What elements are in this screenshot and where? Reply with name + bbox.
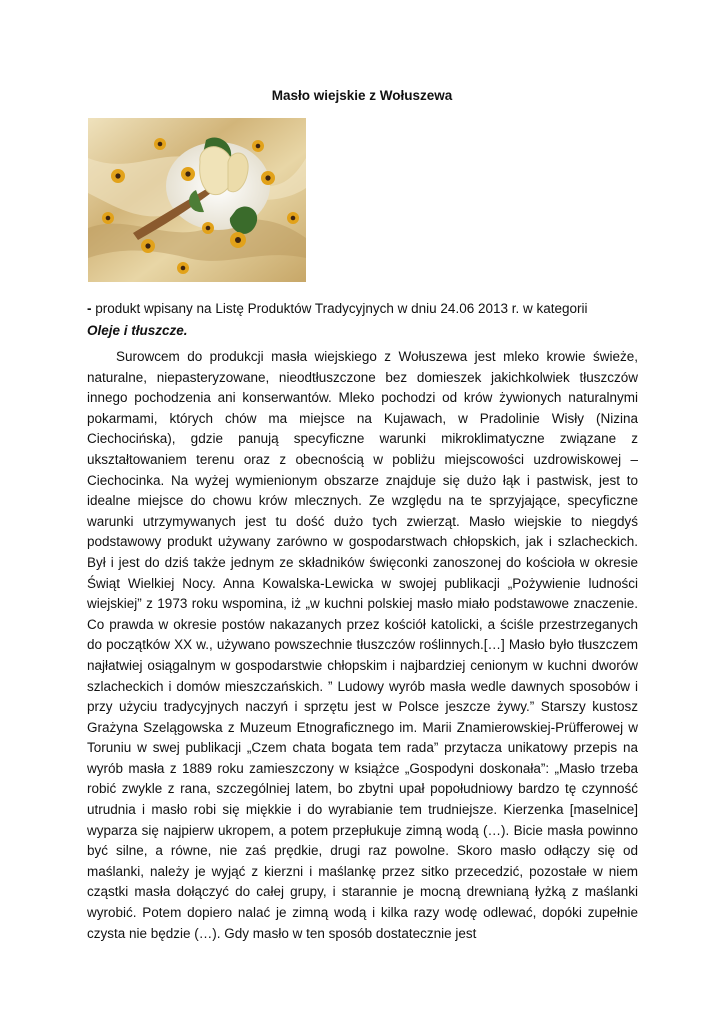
body-text <box>87 347 638 944</box>
registration-text: produkt wpisany na Listę Produktów Tradycyjnych w dniu 24.06 2013 r. w kategorii <box>91 301 588 316</box>
category-label: Oleje i tłuszcze. <box>87 323 188 338</box>
butter-photo-illustration <box>88 118 306 282</box>
product-registration <box>87 298 647 342</box>
page-title: Masło wiejskie z Wołuszewa <box>271 88 453 103</box>
body-paragraph: Surowcem do produkcji masła wiejskiego z Wołuszewa jest mleko krowie świeże, naturalne, niepasteryzowane, nieodtłuszczone bez domieszek jakichkolwiek tłuszczów innego pochodzenia ani konserwantów. Mleko pochodzi od krów żywionych naturalnymi pokarmami, których chów ma miejsce na Kujawach, w Pradolinie Wisły (Nizina Ciechocińska), gdzie panują specyficzne warunki mikroklimatyczne związane z ukształtowaniem terenu oraz z obecnością w pobliżu miejscowości uzdrowiskowej – Ciechocinka. Na wyżej wymienionym obszarze znajduje się dużo łąk i pastwisk, jest to idealne miejsce do chowu krów mlecznych. Ze względu na te sprzyjające, specyficzne warunki utrzymywanych jest tu dość dużo tych zwierząt. Masło wiejskie to niegdyś podstawowy produkt używany zarówno w gospodarstwach chłopskich, jak i szlacheckich. Był i jest do dziś także jednym ze składników święconki zanoszonej do kościoła w okresie Świąt Wielkiej Nocy. Anna Kowalska-Lewicka w swojej publikacji „Pożywienie ludności wiejskiej” z 1973 roku wspomina, iż „w kuchni polskiej masło miało podstawowe znaczenie. Co prawda w okresie postów nakazanych przez kościół katolicki, a ściśle przestrzeganych do początków XX w., używano powszechnie tłuszczów roślinnych.[…] Masło było tłuszczem najłatwiej osiągalnym w gospodarstwie chłopskim i najbardziej cenionym w kuchni dworów szlacheckich i domów mieszczańskich. ” Ludowy wyrób masła wedle dawnych sposobów i przy użyciu tradycyjnych naczyń i sprzętu jest w Polsce jeszcze żywy.” Starszy kustosz Grażyna Szelągowska z Muzeum Etnograficznego im. Marii Znamierowskiej-Prüfferowej w Toruniu w swej publikacji „Czem chata bogata tem rada” przytacza unikatowy przepis na wyrób masła z 1889 roku zamieszczony w książce „Gospodyni doskonała”: „Masło trzeba robić zwykle z rana, szczególniej latem, bo zbytni upał popołudniowy bardzo tę czynność utrudnia i masło robi się miękkie i do wyrabianie tem trudniejsze. Kierzenka [maselnice] wyparza się najpierw ukropem, a potem przepłukuje zimną wodą (…). Bicie masła powinno być silne, a równe, nie zaś prędkie, drugi raz powolne. Skoro masło odłączy się od maślanki, należy je wyjąć z kierzni i maślankę przez sitko przecedzić, pozostałe w niem cząstki masła dołączyć do całej grupy, i starannie je mocną drewnianą łyżką z maślanki wyrobić. Potem dopiero nalać je zimną wodą i kilka razy wodę odlewać, dopóki zupełnie czysta nie będzie (…). Gdy masło w ten sposób dostatecznie jest <box>87 349 638 941</box>
butter-photo <box>88 118 306 282</box>
list-dash: - <box>87 301 92 316</box>
